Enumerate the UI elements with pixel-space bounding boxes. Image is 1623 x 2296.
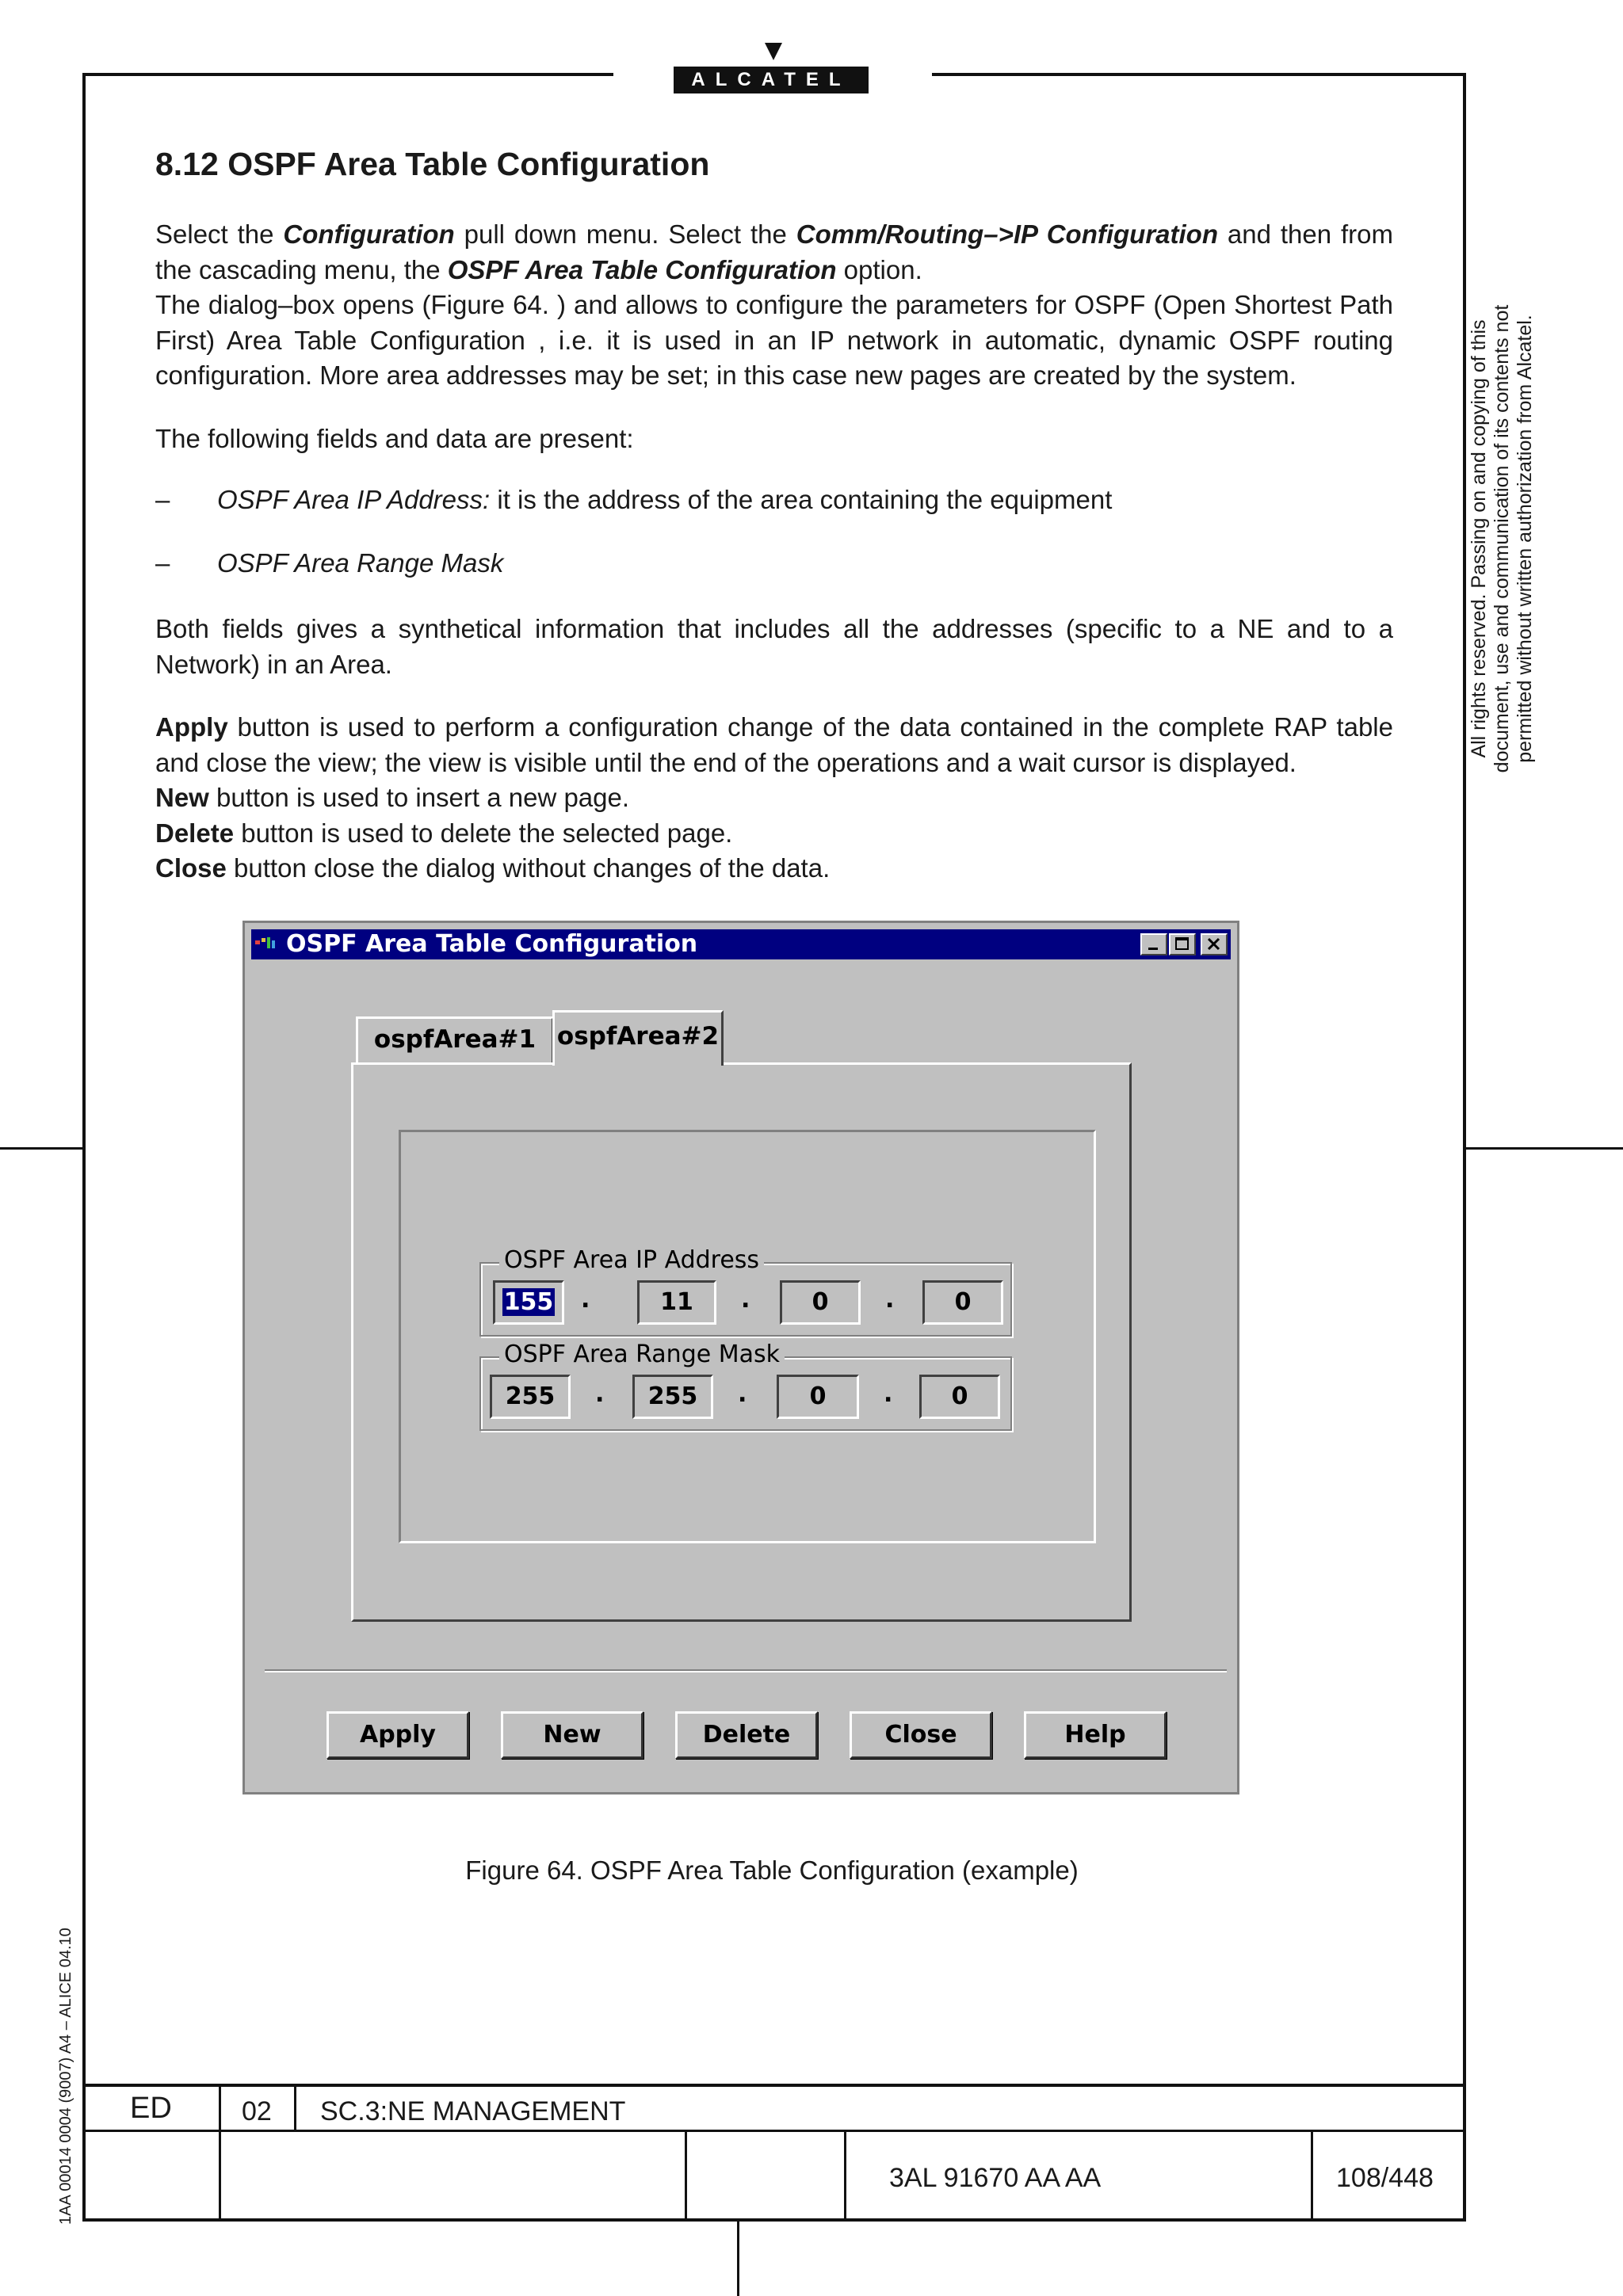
p1-c: pull down menu. Select the: [454, 219, 796, 249]
fields-intro: The following fields and data are present:: [155, 424, 634, 453]
delete-term: Delete: [155, 818, 235, 848]
bullet-dash: –: [155, 485, 170, 514]
apply-button[interactable]: Apply: [327, 1711, 469, 1759]
footer-col-5: [1311, 2130, 1313, 2222]
ospf-dialog-window: [242, 921, 1239, 1794]
section-name: SC.3:NE MANAGEMENT: [320, 2096, 626, 2126]
buttons-description: [155, 710, 1393, 887]
footer-col-4: [844, 2130, 846, 2222]
menu-comm-routing: Comm/Routing–>IP Configuration: [796, 219, 1218, 249]
close-term: Close: [155, 853, 227, 883]
section-title: 8.12 OSPF Area Table Configuration: [155, 146, 710, 182]
p1-g: option.: [836, 254, 922, 284]
close-window-button[interactable]: [1201, 933, 1228, 955]
footer-top-rule: [82, 2084, 1466, 2087]
app-icon: [254, 936, 277, 953]
apply-desc: button is used to perform a configuration change of the data contained in the complete RAP table and close the view; the view is visible until the end of the operations and a wait cursor is displayed.: [155, 712, 1393, 777]
edition-label: ED: [130, 2092, 172, 2125]
mask-octet-4[interactable]: 0: [919, 1375, 1000, 1419]
ip-octet-3[interactable]: 0: [780, 1280, 861, 1325]
ip-address-label: OSPF Area IP Address: [499, 1246, 764, 1274]
alcatel-logo: ALCATEL: [674, 67, 869, 93]
button-bar-separator: [265, 1669, 1227, 1672]
maximize-icon: [1170, 935, 1194, 954]
margin-mark-right: [1466, 1147, 1623, 1150]
mask-separator: .: [884, 1380, 893, 1408]
area-frame: [399, 1130, 1096, 1543]
p1-e: and then from the cascading menu, the: [155, 219, 1394, 284]
margin-mark-left: [0, 1147, 82, 1150]
apply-term: Apply: [155, 712, 228, 742]
footer-middle-rule: [82, 2130, 1466, 2132]
page-number: 108/448: [1336, 2163, 1434, 2193]
ip-separator: .: [741, 1286, 750, 1314]
frame-top-left: [82, 73, 613, 76]
mask-octet-1[interactable]: 255: [490, 1375, 571, 1419]
tab-ospfarea-2[interactable]: ospfArea#2: [552, 1010, 724, 1066]
footer-col-2: [294, 2084, 296, 2131]
footer-col-3: [685, 2130, 687, 2222]
footer-col-1: [219, 2084, 221, 2222]
mask-octet-2[interactable]: 255: [632, 1375, 713, 1419]
edition-number: 02: [242, 2096, 272, 2126]
close-button[interactable]: Close: [850, 1711, 992, 1759]
delete-button[interactable]: Delete: [675, 1711, 818, 1759]
document-code: 3AL 91670 AA AA: [889, 2163, 1102, 2193]
frame-top-right: [932, 73, 1466, 76]
minimize-icon: [1142, 935, 1166, 954]
close-icon: [1202, 935, 1226, 954]
menu-configuration: Configuration: [283, 219, 455, 249]
new-desc: button is used to insert a new page.: [208, 783, 630, 812]
mask-octet-3[interactable]: 0: [777, 1375, 859, 1419]
tab-ospfarea-1[interactable]: ospfArea#1: [356, 1016, 554, 1062]
bullet-dash: –: [155, 548, 170, 578]
bullet-label: OSPF Area Range Mask: [217, 548, 504, 578]
minimize-button[interactable]: [1140, 933, 1167, 955]
form-code: 1AA 00014 0004 (9007) A4 – ALICE 04.10: [57, 1928, 74, 2225]
close-desc: button close the dialog without changes of the data.: [226, 853, 831, 883]
dialog-titlebar[interactable]: [251, 929, 1231, 959]
frame-left: [82, 73, 86, 2222]
footer-bottom-rule: [82, 2218, 1466, 2222]
copyright-note: All rights reserved. Passing on and copying of this document, use and communication of its contents not permitted without written authorization from Alcatel.: [1468, 304, 1536, 773]
new-button[interactable]: New: [501, 1711, 643, 1759]
logo-triangle-icon: [765, 43, 782, 60]
mask-separator: .: [738, 1380, 747, 1408]
delete-desc: button is used to delete the selected page.: [234, 818, 733, 848]
help-button[interactable]: Help: [1024, 1711, 1167, 1759]
bullet-text: it is the address of the area containing the equipment: [490, 485, 1113, 514]
intro-paragraph: [155, 217, 1393, 394]
ip-separator: .: [581, 1286, 590, 1314]
ip-octet-1-value: 155: [503, 1288, 554, 1316]
ip-octet-4[interactable]: 0: [922, 1280, 1003, 1325]
mask-separator: .: [595, 1380, 605, 1408]
menu-ospf-option: OSPF Area Table Configuration: [447, 254, 837, 284]
figure-caption: Figure 64. OSPF Area Table Configuration (example): [465, 1855, 1079, 1885]
dialog-description: The dialog–box opens (Figure 64. ) and allows to configure the parameters for OSPF (Open Shortest Path First) Area Table Configuration , i.e. it is used in an IP network in automatic, dynamic OSPF routing configuration. More area addresses may be set; in this case new pages are created by the system.: [155, 290, 1393, 390]
dialog-title: OSPF Area Table Configuration: [286, 930, 698, 958]
bullet-label: OSPF Area IP Address:: [217, 485, 491, 514]
new-term: New: [155, 783, 209, 812]
range-mask-label: OSPF Area Range Mask: [499, 1341, 785, 1368]
p1-a: Select the: [155, 219, 284, 249]
fields-summary: Both fields gives a synthetical information that includes all the addresses (specific to a NE and to a Network) in an Area.: [155, 614, 1393, 679]
ip-octet-1[interactable]: [493, 1280, 564, 1325]
footer-stub: [737, 2222, 739, 2296]
ip-separator: .: [885, 1286, 895, 1314]
ip-octet-2[interactable]: 11: [637, 1280, 716, 1325]
maximize-button[interactable]: [1169, 933, 1196, 955]
